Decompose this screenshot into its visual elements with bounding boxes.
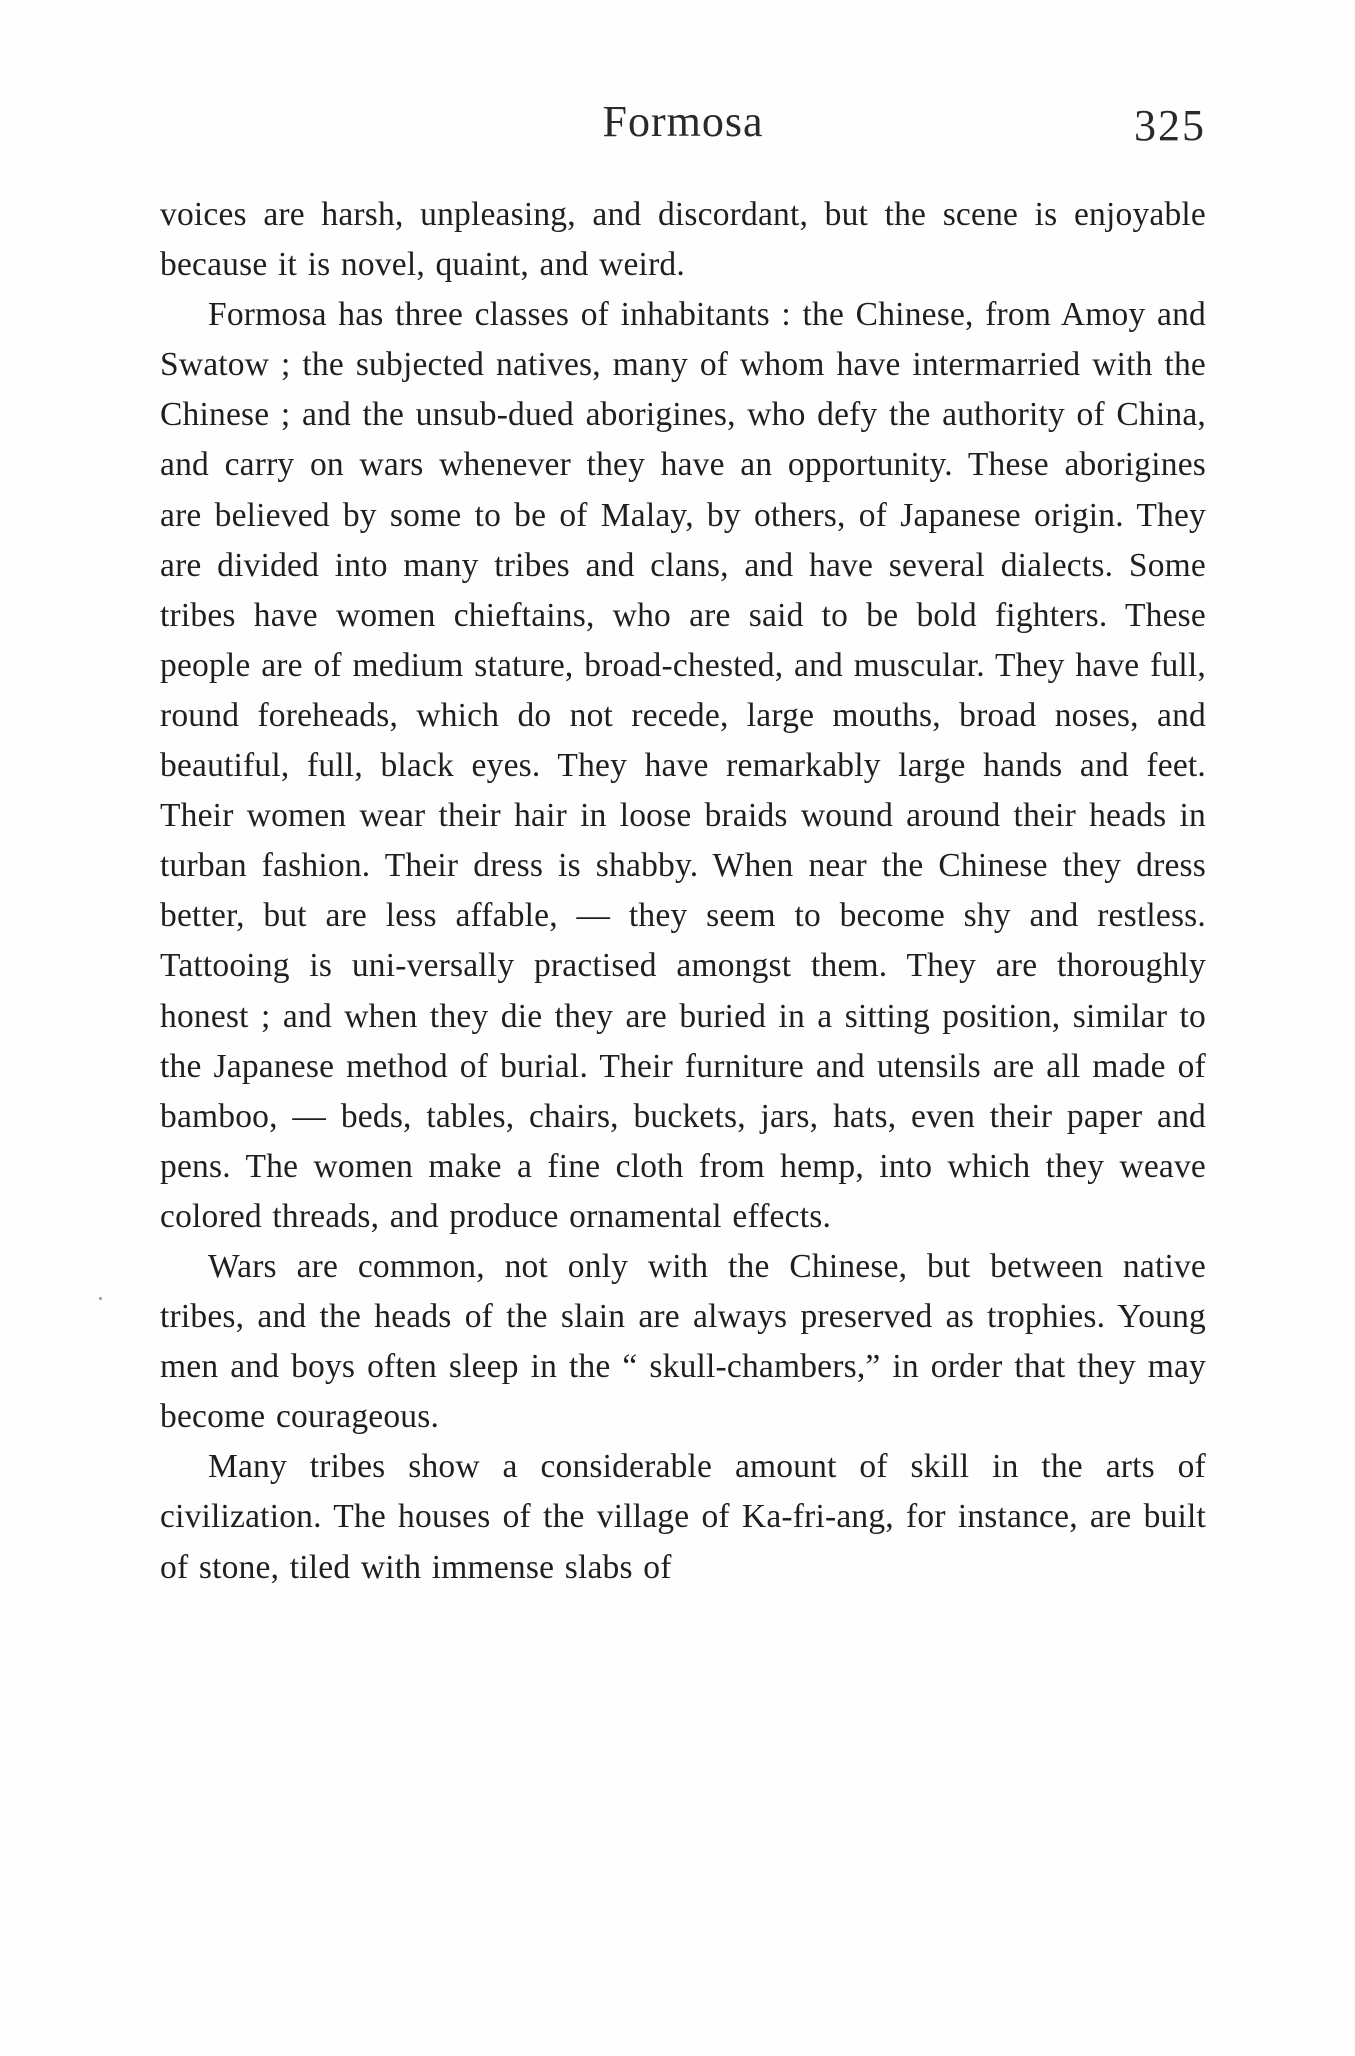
paragraph-inhabitants: Formosa has three classes of inhabitants : the Chinese, from Amoy and Swatow ; the subjected natives, many of whom have intermarried with the Chinese ; and the unsub-dued aborigines, who defy the authority of China, and carry on wars whenever they have an opportunity. These aborigines are believed by some to be of Malay, by others, of Japanese origin. They are divided into many tribes and clans, and have several dialects. Some tribes have women chieftains, who are said to be bold fighters. These people are of medium stature, broad-chested, and muscular. They have full, round foreheads, which do not recede, large mouths, broad noses, and beautiful, full, black eyes. They have remarkably large hands and feet. Their women wear their hair in loose braids wound around their heads in turban fashion. Their dress is shabby. When near the Chinese they dress better, but are less affable, — they seem to become shy and restless. Tattooing is uni-versally practised amongst them. They are thoroughly honest ; and when they die they are buried in a sitting position, similar to the Japanese method of burial. Their furniture and utensils are all made of bamboo, — beds, tables, chairs, buckets, jars, hats, even their paper and pens. The women make a fine cloth from hemp, into which they weave colored threads, and produce ornamental effects. [160, 296, 1206, 1235]
paragraph-wars: Wars are common, not only with the Chinese, but between native tribes, and the heads of the slain are always preserved as trophies. Young men and boys often sleep in the “ skull-chambers,” in order that they may become courageous. [160, 1247, 1206, 1436]
running-head [160, 96, 1206, 156]
paper-speck [99, 1297, 102, 1300]
paragraph-continued: voices are harsh, unpleasing, and discordant, but the scene is enjoyable because it is novel, quaint, and weird. [160, 196, 1206, 284]
paragraph-civilization: Many tribes show a considerable amount of skill in the arts of civilization. The houses of the village of Ka-fri-ang, for instance, are built of stone, tiled with immense slabs of [160, 1448, 1206, 1586]
body-text [160, 190, 1206, 1593]
page-number: 325 [1134, 101, 1206, 150]
running-title: Formosa [602, 97, 764, 146]
